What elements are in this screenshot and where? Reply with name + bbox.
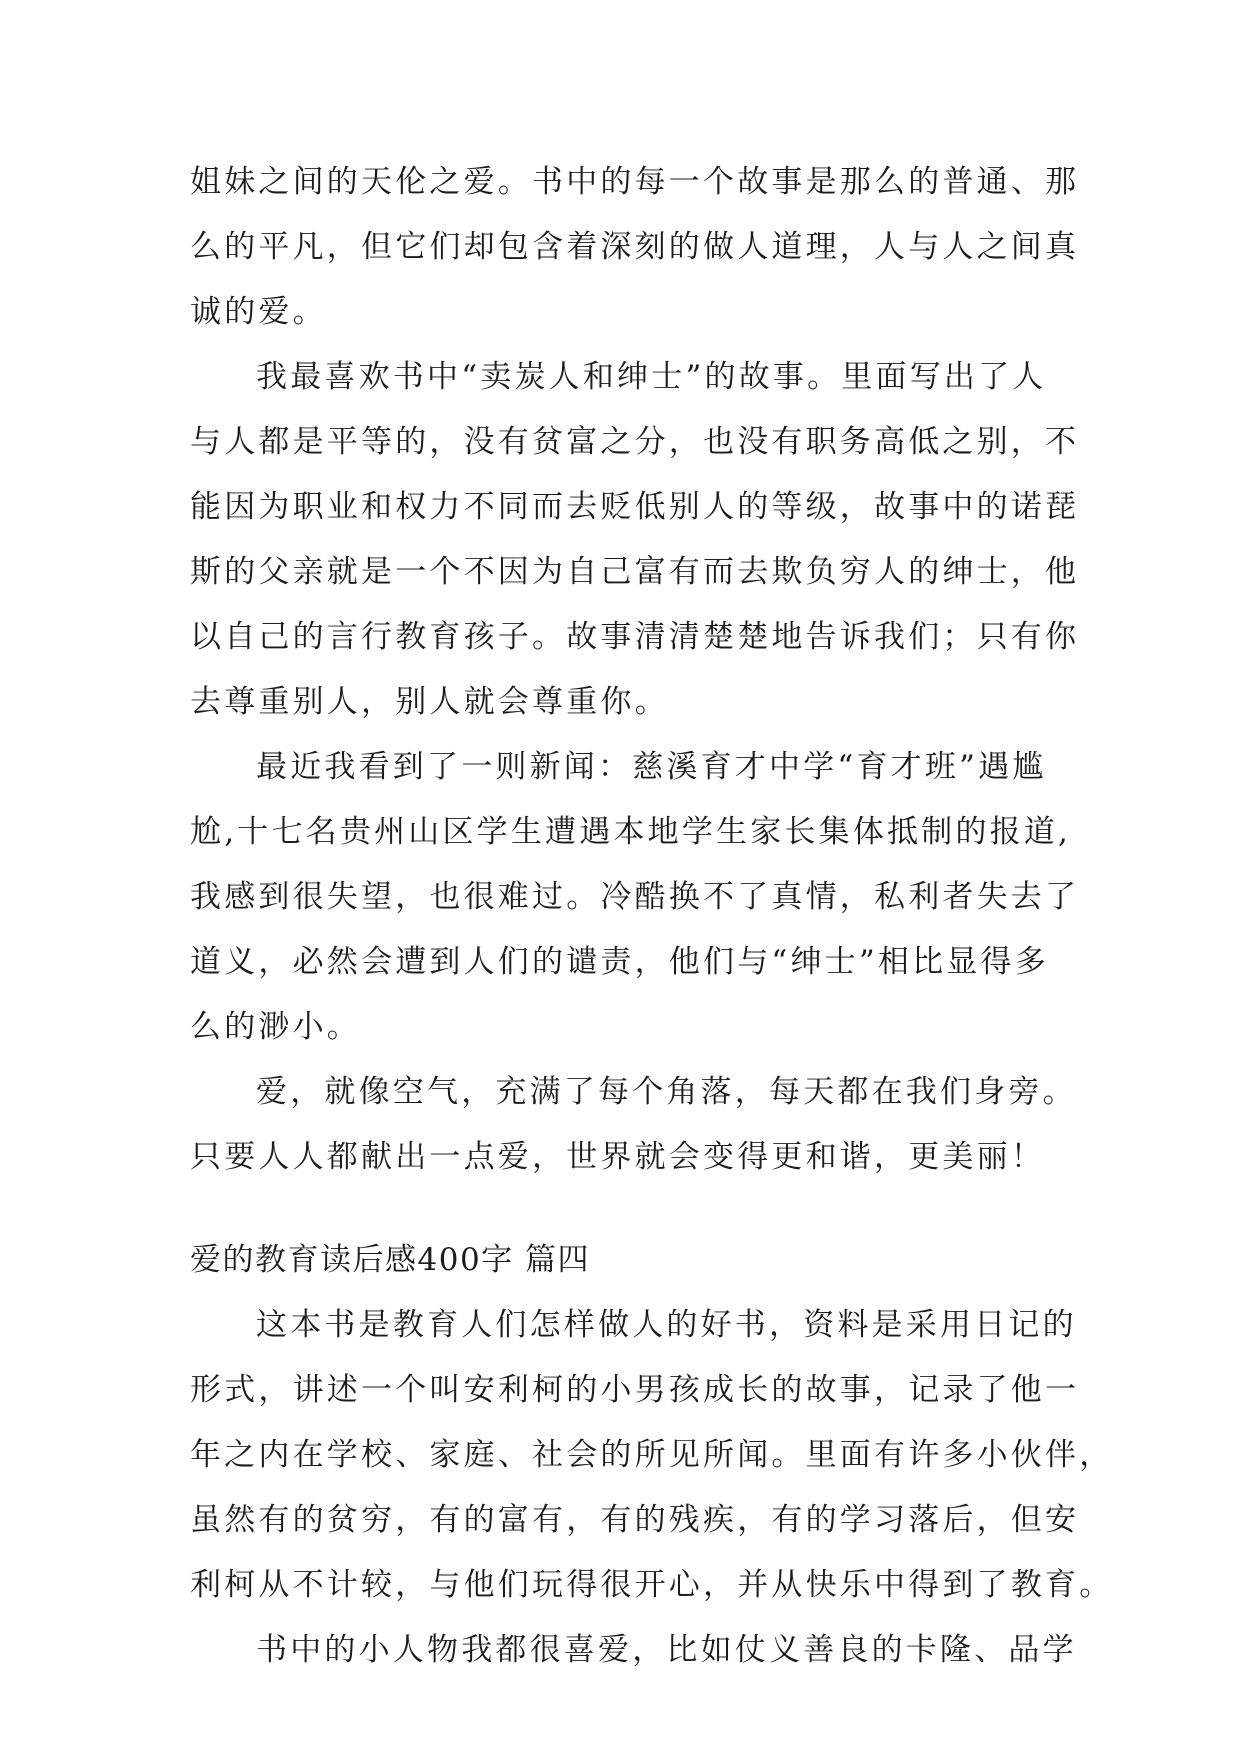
text-line: 姐妹之间的天伦之爱。书中的每一个故事是那么的普通、那 <box>190 164 1080 200</box>
text-line: 能因为职业和权力不同而去贬低别人的等级，故事中的诺琵 <box>190 489 1080 525</box>
paragraph-first-line: 最近我看到了一则新闻：慈溪育才中学“育才班”遇尴 <box>256 749 1047 785</box>
text-line: 虽然有的贫穷，有的富有，有的残疾，有的学习落后，但安 <box>190 1502 1080 1538</box>
text-line: 么的渺小。 <box>190 1009 361 1045</box>
text-line: 利柯从不计较，与他们玩得很开心，并从快乐中得到了教育。 <box>190 1567 1114 1603</box>
text-line: 么的平凡，但它们却包含着深刻的做人道理，人与人之间真 <box>190 229 1080 265</box>
text-line: 道义，必然会遭到人们的谴责，他们与“绅士”相比显得多 <box>190 944 1049 980</box>
paragraph-first-line: 书中的小人物我都很喜爱，比如仗义善良的卡隆、品学 <box>256 1632 1077 1668</box>
text-line: 形式，讲述一个叫安利柯的小男孩成长的故事，记录了他一 <box>190 1372 1080 1408</box>
text-line: 我感到很失望，也很难过。冷酷换不了真情，私利者失去了 <box>190 879 1080 915</box>
text-line: 斯的父亲就是一个不因为自己富有而去欺负穷人的绅士，他 <box>190 554 1080 590</box>
text-line: 去尊重别人，别人就会尊重你。 <box>190 684 669 720</box>
text-line: 年之内在学校、家庭、社会的所见所闻。里面有许多小伙伴， <box>190 1437 1114 1473</box>
text-line: 以自己的言行教育孩子。故事清清楚楚地告诉我们；只有你 <box>190 619 1080 655</box>
text-line: 诚的爱。 <box>190 294 327 330</box>
text-line: 只要人人都献出一点爱，世界就会变得更和谐，更美丽！ <box>190 1139 1045 1175</box>
section-heading: 爱的教育读后感400字 篇四 <box>190 1242 591 1278</box>
text-line: 尬,十七名贵州山区学生遭遇本地学生家长集体抵制的报道, <box>190 814 1072 850</box>
text-line: 与人都是平等的，没有贫富之分，也没有职务高低之别，不 <box>190 424 1080 460</box>
paragraph-first-line: 爱，就像空气，充满了每个角落，每天都在我们身旁。 <box>256 1074 1077 1110</box>
paragraph-first-line: 这本书是教育人们怎样做人的好书，资料是采用日记的 <box>256 1307 1077 1343</box>
paragraph-first-line: 我最喜欢书中“卖炭人和绅士”的故事。里面写出了人 <box>256 359 1047 395</box>
